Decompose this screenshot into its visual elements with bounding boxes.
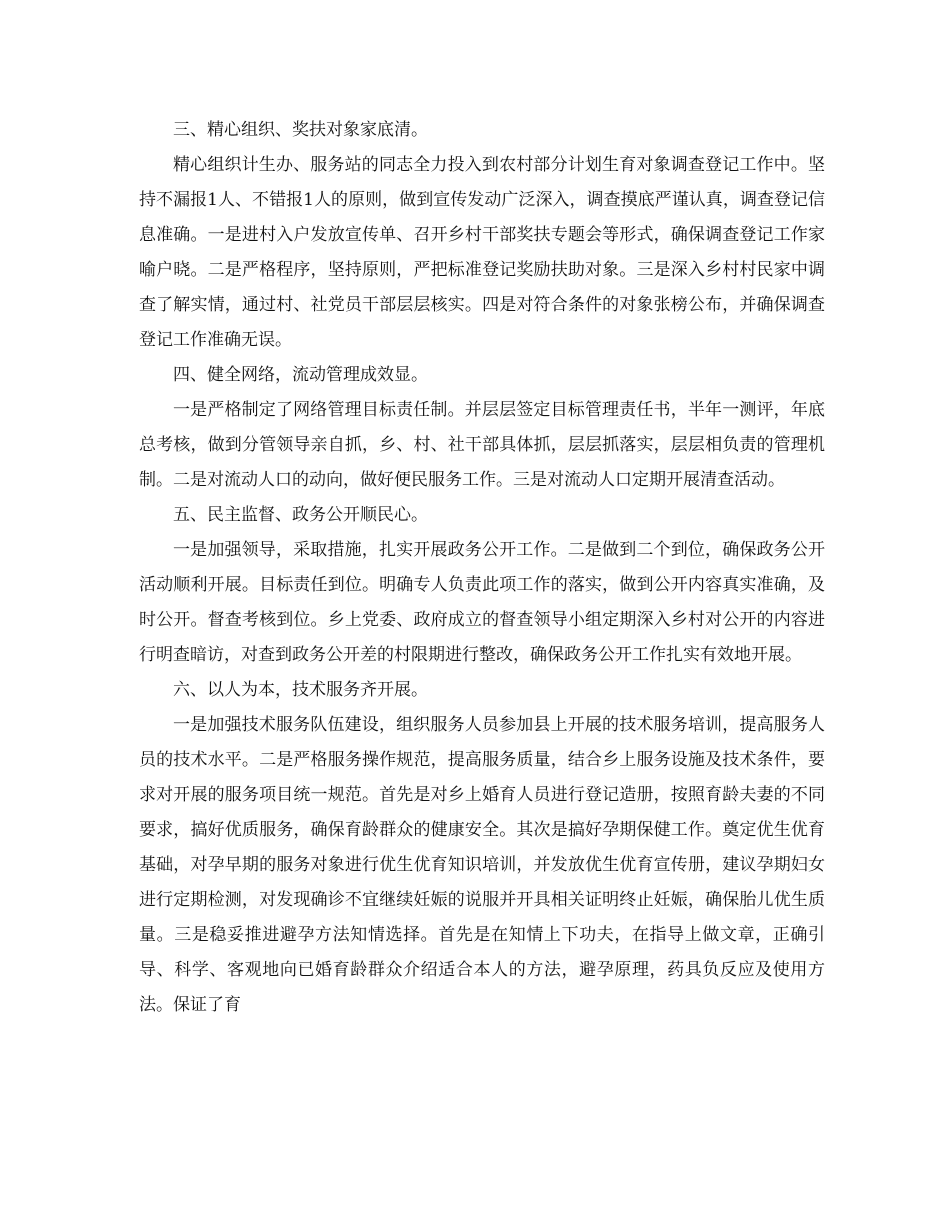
section-heading-6: 六、以人为本，技术服务齐开展。: [173, 680, 428, 700]
section-paragraph-5: 一是加强领导，采取措施，扎实开展政务公开工作。二是做到二个到位，确保政务公开活动顺利开展。目标责任到位。明确专人负责此项工作的落实，做到公开内容真实准确，及时公开。督查考核到位。乡上党委、政府成立的督查领导小组定期深入乡村对公开的内容进行明查暗访，对查到政务公开差的村限期进行整改，确保政务公开工作扎实有效地开展。: [139, 540, 825, 665]
section-heading-3: 三、精心组织、奖扶对象家底清。: [173, 120, 428, 140]
section-heading-5: 五、民主监督、政务公开顺民心。: [173, 505, 428, 525]
document-page: [139, 113, 825, 1023]
section-heading-4: 四、健全网络，流动管理成效显。: [173, 365, 428, 385]
section-paragraph-4: 一是严格制定了网络管理目标责任制。并层层签定目标管理责任书，半年一测评，年底总考核，做到分管领导亲自抓，乡、村、社干部具体抓，层层抓落实，层层相负责的管理机制。二是对流动人口的动向，做好便民服务工作。三是对流动人口定期开展清查活动。: [139, 400, 825, 490]
section-paragraph-6: 一是加强技术服务队伍建设，组织服务人员参加县上开展的技术服务培训，提高服务人员的技术水平。二是严格服务操作规范，提高服务质量，结合乡上服务设施及技术条件，要求对开展的服务项目统一规范。首先是对乡上婚育人员进行登记造册，按照育龄夫妻的不同要求，搞好优质服务，确保育龄群众的健康安全。其次是搞好孕期保健工作。奠定优生优育基础，对孕早期的服务对象进行优生优育知识培训，并发放优生优育宣传册，建议孕期妇女进行定期检测，对发现确诊不宜继续妊娠的说服并开具相关证明终止妊娠，确保胎儿优生质量。三是稳妥推进避孕方法知情选择。首先是在知情上下功夫，在指导上做文章，正确引导、科学、客观地向已婚育龄群众介绍适合本人的方法，避孕原理，药具负反应及使用方法。保证了育: [139, 715, 825, 1015]
section-paragraph-3: 精心组织计生办、服务站的同志全力投入到农村部分计划生育对象调查登记工作中。坚持不漏报1人、不错报1人的原则，做到宣传发动广泛深入，调查摸底严谨认真，调查登记信息准确。一是进村入户发放宣传单、召开乡村干部奖扶专题会等形式，确保调查登记工作家喻户晓。二是严格程序，坚持原则，严把标准登记奖励扶助对象。三是深入乡村村民家中调查了解实情，通过村、社党员干部层层核实。四是对符合条件的对象张榜公布，并确保调查登记工作准确无误。: [139, 155, 825, 350]
